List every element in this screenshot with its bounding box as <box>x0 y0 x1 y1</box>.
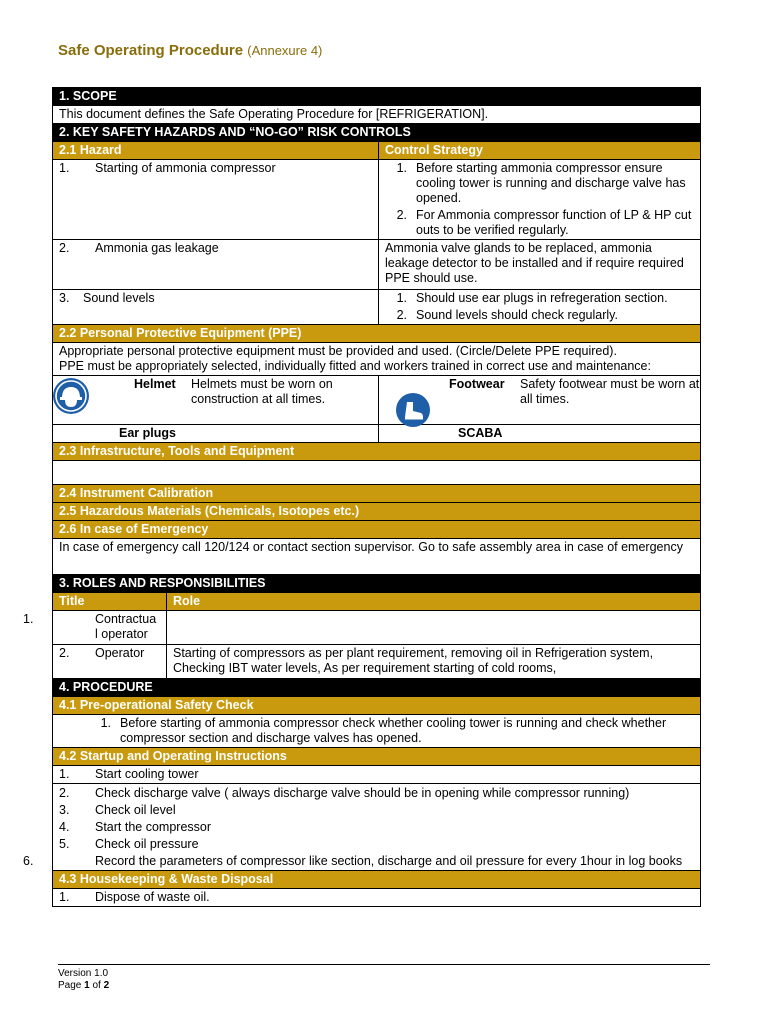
ppe-text-row <box>53 343 701 376</box>
helmet-label: Helmet <box>134 377 176 391</box>
role-title <box>23 612 160 642</box>
hazard-text: Sound levels <box>83 291 155 305</box>
startup-item-text: Check discharge valve ( always discharge valve should be in opening while compressor running) <box>95 786 630 800</box>
preop-item-num: 1. <box>100 716 111 730</box>
hazard-num: 1. <box>59 161 70 175</box>
title-column-header: Title <box>53 593 167 611</box>
hazard-num: 3. <box>59 291 70 305</box>
hazard-row <box>53 240 701 290</box>
calibration-heading: 2.4 Instrument Calibration <box>53 485 701 503</box>
infrastructure-cell <box>53 461 701 485</box>
infrastructure-row <box>53 461 701 485</box>
control-item-num: 1. <box>396 161 407 175</box>
title-annexure: (Annexure 4) <box>247 43 323 58</box>
control-item-num: 2. <box>396 308 407 322</box>
infrastructure-heading-row <box>53 443 701 461</box>
role-title-text: Contractua l operator <box>95 612 157 641</box>
footer-of-word: of <box>92 980 101 991</box>
startup-item-text: Start the compressor <box>95 820 212 834</box>
control-item <box>385 308 694 323</box>
startup-row-rest <box>53 784 701 871</box>
roles-heading-row <box>53 575 701 593</box>
hazard-cell <box>53 240 379 290</box>
hazard-column-header: 2.1 Hazard <box>53 142 379 160</box>
footer-page-word: Page <box>58 980 82 991</box>
control-item-text: Before starting ammonia compressor ensure cooling tower is running and discharge valve has opened. <box>416 161 686 205</box>
control-item-text: Should use ear plugs in refregeration section. <box>416 291 668 305</box>
role-row <box>53 645 701 679</box>
control-item-num: 1. <box>396 291 407 305</box>
control-column-header: Control Strategy <box>379 142 701 160</box>
hazard-num: 2. <box>59 241 70 255</box>
startup-item-num: 5. <box>59 837 70 851</box>
roles-heading: 3. ROLES AND RESPONSIBILITIES <box>53 575 701 593</box>
hazard-row <box>53 290 701 325</box>
startup-item <box>53 766 701 784</box>
startup-row-first <box>53 766 701 784</box>
footwear-text: Safety footwear must be worn at all times. <box>520 377 700 406</box>
footer-version: Version 1.0 <box>58 968 109 979</box>
housekeeping-item-num: 1. <box>59 890 70 904</box>
emergency-heading: 2.6 In case of Emergency <box>53 521 701 539</box>
hazard-columns-row <box>53 142 701 160</box>
role-row <box>53 611 701 645</box>
preop-heading-row <box>53 697 701 715</box>
control-item <box>385 161 694 206</box>
hazards-heading: 2. KEY SAFETY HAZARDS AND “NO-GO” RISK CONTROLS <box>53 124 701 142</box>
control-cell <box>379 290 701 325</box>
startup-item-num: 4. <box>59 820 70 834</box>
startup-item <box>59 802 694 819</box>
control-cell <box>379 160 701 240</box>
procedure-heading-row <box>53 679 701 697</box>
scope-heading-row <box>53 88 701 106</box>
ppe-text <box>53 343 701 376</box>
startup-list <box>23 784 701 871</box>
startup-item <box>59 836 694 853</box>
control-cell: Ammonia valve glands to be replaced, ammonia leakage detector to be installed and if require required PPE should use. <box>379 240 701 290</box>
ppe-text-line: PPE must be appropriately selected, individually fitted and workers trained in correct use and maintenance: <box>59 359 651 373</box>
emergency-heading-row <box>53 521 701 539</box>
footwear-cell <box>379 376 701 425</box>
preop-item <box>89 716 694 746</box>
hazard-text: Ammonia gas leakage <box>95 241 219 255</box>
control-item <box>385 208 694 238</box>
helmet-cell <box>53 376 379 425</box>
hazard-text: Starting of ammonia compressor <box>95 161 276 175</box>
role-desc: Starting of compressors as per plant requirement, removing oil in Refrigeration system, Checking IBT water levels, As per requirement starting of cold rooms, <box>167 645 701 679</box>
hazmat-heading: 2.5 Hazardous Materials (Chemicals, Isotopes etc.) <box>53 503 701 521</box>
sop-table <box>23 87 701 907</box>
startup-item <box>59 785 694 802</box>
document-title <box>58 42 322 59</box>
infrastructure-heading: 2.3 Infrastructure, Tools and Equipment <box>53 443 701 461</box>
emergency-row <box>53 539 701 575</box>
boot-icon <box>396 393 430 427</box>
hazard-cell <box>53 290 379 325</box>
ppe-row-1 <box>53 376 701 425</box>
ppe-heading: 2.2 Personal Protective Equipment (PPE) <box>53 325 701 343</box>
ppe-text-line: Appropriate personal protective equipment must be provided and used. (Circle/Delete PPE required). <box>59 344 617 358</box>
startup-item-text: Start cooling tower <box>95 767 199 781</box>
startup-item-num: 1. <box>59 767 70 781</box>
hazard-row <box>53 160 701 240</box>
helmet-text: Helmets must be worn on construction at all times. <box>191 377 333 406</box>
startup-item-text: Check oil level <box>95 803 176 817</box>
preop-cell <box>53 715 701 748</box>
preop-item-text: Before starting of ammonia compressor check whether cooling tower is running and check whether compressor section and discharge valves has opened. <box>120 716 667 745</box>
hazard-cell <box>53 160 379 240</box>
role-num: 2. <box>59 646 70 660</box>
startup-heading-row <box>53 748 701 766</box>
earplugs-label: Ear plugs <box>53 425 379 443</box>
housekeeping-item-text: Dispose of waste oil. <box>95 890 210 904</box>
helmet-icon <box>53 378 89 414</box>
preop-row <box>53 715 701 748</box>
procedure-heading: 4. PROCEDURE <box>53 679 701 697</box>
scaba-label: SCABA <box>379 425 701 443</box>
startup-item-num: 6. <box>23 854 34 868</box>
footer-page-total: 2 <box>103 980 110 991</box>
emergency-text: In case of emergency call 120/124 or contact section supervisor. Go to safe assembly area in case of emergency <box>53 539 701 575</box>
startup-item-text: Record the parameters of compressor like section, discharge and oil pressure for every 1hour in log books <box>95 854 683 868</box>
footer-page-num: 1 <box>84 980 90 991</box>
startup-heading: 4.2 Startup and Operating Instructions <box>53 748 701 766</box>
control-item-num: 2. <box>396 208 407 222</box>
ppe-row-2 <box>53 425 701 443</box>
ppe-heading-row <box>53 325 701 343</box>
preop-heading: 4.1 Pre-operational Safety Check <box>53 697 701 715</box>
housekeeping-heading: 4.3 Housekeeping & Waste Disposal <box>53 871 701 889</box>
role-title-cell <box>53 645 167 679</box>
roles-columns-row <box>53 593 701 611</box>
startup-item <box>59 819 694 836</box>
scope-row <box>53 106 701 124</box>
role-title-text: Operator <box>95 646 145 660</box>
role-title-cell <box>23 611 167 645</box>
startup-item-num: 2. <box>59 786 70 800</box>
hazmat-heading-row <box>53 503 701 521</box>
scope-heading: 1. SCOPE <box>53 88 701 106</box>
startup-item <box>23 854 694 869</box>
footwear-label: Footwear <box>449 377 505 391</box>
footer-divider <box>58 964 710 965</box>
footer-page <box>58 980 109 991</box>
control-item-text: For Ammonia compressor function of LP & HP cut outs to be verified regularly. <box>416 208 692 237</box>
scope-text: This document defines the Safe Operating Procedure for [REFRIGERATION]. <box>53 106 701 124</box>
housekeeping-row <box>53 889 701 907</box>
role-column-header: Role <box>167 593 701 611</box>
housekeeping-heading-row <box>53 871 701 889</box>
hazards-heading-row <box>53 124 701 142</box>
calibration-heading-row <box>53 485 701 503</box>
startup-item-num: 3. <box>59 803 70 817</box>
role-num: 1. <box>23 612 34 626</box>
title-text: Safe Operating Procedure <box>58 42 244 59</box>
housekeeping-item <box>53 889 701 907</box>
control-item-text: Sound levels should check regularly. <box>416 308 618 322</box>
control-item <box>385 291 694 306</box>
startup-item-text: Check oil pressure <box>95 837 199 851</box>
role-desc <box>167 611 701 645</box>
